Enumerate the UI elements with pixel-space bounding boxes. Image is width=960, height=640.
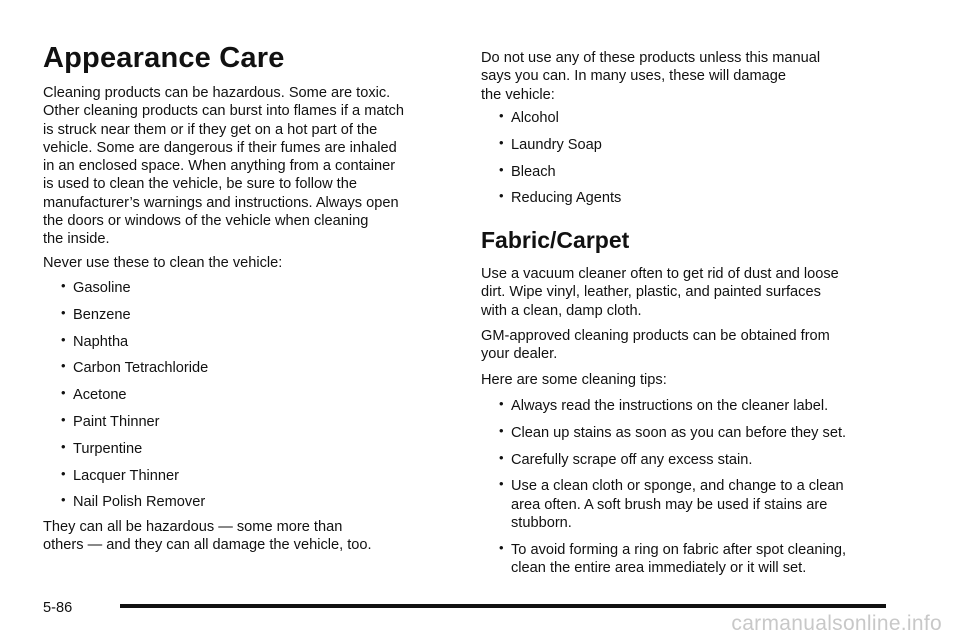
outro-paragraph: They can all be hazardous — some more than others — and they can all damage the vehicle, too. xyxy=(43,519,372,554)
list-item: • Naphtha xyxy=(43,333,443,351)
page-title: Appearance Care xyxy=(43,42,285,74)
list-item: • Reducing Agents xyxy=(481,189,891,207)
footer-rule xyxy=(120,604,886,608)
list-item: • Acetone xyxy=(43,386,443,404)
product-list xyxy=(481,109,891,208)
hazard-list xyxy=(43,279,443,512)
list-item: • Laundry Soap xyxy=(481,136,891,154)
watermark: carmanualsonline.info xyxy=(731,612,942,635)
intro-paragraph: Cleaning products can be hazardous. Some are toxic. Other cleaning products can burst into flames if a match is struck near them or if they get on a hot part of the vehicle. Some are dangerous if their fumes are inhaled in an enclosed space. When anything from a container is used to clean the vehicle, be sure to follow the manufacturer’s warnings and instructions. Always open the doors or windows of the vehicle when cleaning the inside. xyxy=(43,85,404,248)
vacuum-paragraph: Use a vacuum cleaner often to get rid of dust and loose dirt. Wipe vinyl, leather, plastic, and painted surfaces with a clean, damp cloth. xyxy=(481,266,839,319)
list-item: • Paint Thinner xyxy=(43,413,443,431)
section-heading: Fabric/Carpet xyxy=(481,227,630,253)
dealer-paragraph: GM-approved cleaning products can be obtained from your dealer. xyxy=(481,328,830,363)
list-item: • Lacquer Thinner xyxy=(43,467,443,485)
list-item: • Nail Polish Remover xyxy=(43,493,443,511)
tips-list xyxy=(481,397,901,577)
list-item: • Carbon Tetrachloride xyxy=(43,359,443,377)
list-item: • Bleach xyxy=(481,163,891,181)
list-item: • Clean up stains as soon as you can before they set. xyxy=(481,424,901,442)
list-item: • Gasoline xyxy=(43,279,443,297)
products-warning: Do not use any of these products unless this manual says you can. In many uses, these will damage the vehicle: xyxy=(481,50,821,103)
list-item: • Benzene xyxy=(43,306,443,324)
list-item: • Alcohol xyxy=(481,109,891,127)
list-item: • Use a clean cloth or sponge, and change to a clean area often. A soft brush may be used if stains are stubborn. xyxy=(481,477,901,532)
never-use-heading: Never use these to clean the vehicle: xyxy=(43,255,283,271)
list-item: • Turpentine xyxy=(43,440,443,458)
page-number: 5-86 xyxy=(43,600,73,616)
tips-intro: Here are some cleaning tips: xyxy=(481,372,667,388)
list-item: • Carefully scrape off any excess stain. xyxy=(481,451,901,469)
list-item: • To avoid forming a ring on fabric after spot cleaning, clean the entire area immediately or it will set. xyxy=(481,541,901,578)
list-item: • Always read the instructions on the cleaner label. xyxy=(481,397,901,415)
